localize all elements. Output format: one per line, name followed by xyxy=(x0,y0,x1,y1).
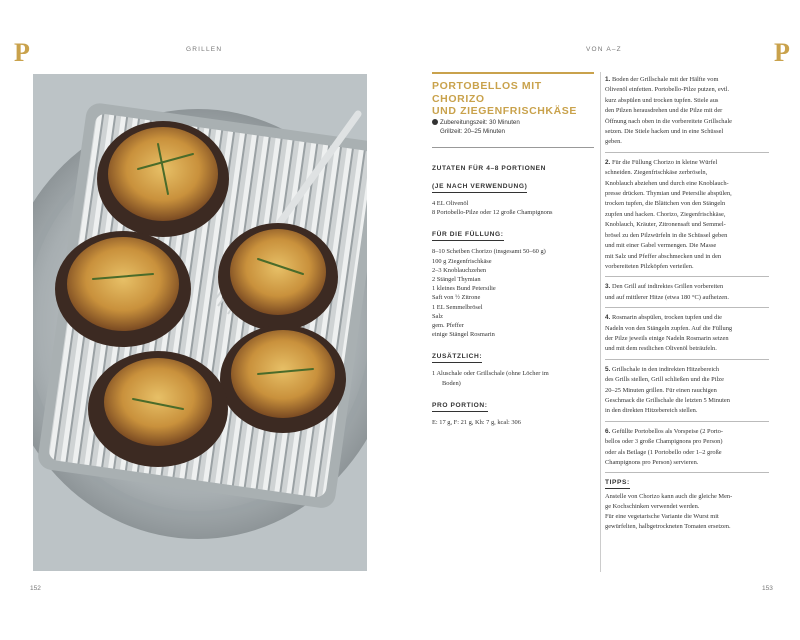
step-line: vorbereiteten Pilzköpfen verteilen. xyxy=(605,262,694,270)
ingredient-item: 8 Portobello-Pilze oder 12 große Champignons xyxy=(432,209,553,217)
step-line: Olivenöl einfetten. Portobello-Pilze putzen, evtl. xyxy=(605,86,730,94)
step-line: Nadeln von den Stängeln zupfen. Auf die Füllung xyxy=(605,324,733,332)
step-line: trocken tupfen, die Blättchen von den Stängeln xyxy=(605,200,726,208)
step-line: Geschmack die Grillschale die letzten 5 Minuten xyxy=(605,396,730,404)
step-number: 3. xyxy=(605,283,611,291)
step-line: und mit einer Gabel vermengen. Die Masse xyxy=(605,242,717,250)
ingredient-item: 4 EL Olivenöl xyxy=(432,200,469,207)
filling-item: 1 kleines Bund Petersilie xyxy=(432,285,496,293)
step-line: in den direkten Hitzebereich stellen. xyxy=(605,407,698,415)
extra-heading: ZUSÄTZLICH: xyxy=(432,352,482,363)
step-line: schneiden. Ziegenfrischkäse zerbröseln, xyxy=(605,169,708,177)
step-line: kurz abspülen und trocken tupfen. Stiele aus xyxy=(605,96,719,104)
filling-item: 2–3 Knoblauchzehen xyxy=(432,266,487,274)
tips-block xyxy=(605,478,769,532)
step-number: 5. xyxy=(605,365,611,373)
step-1 xyxy=(605,75,769,153)
page-number: 153 xyxy=(762,585,773,592)
tip-line: ge Kochschinken verwendet werden. xyxy=(605,503,700,511)
step-line: der Pilze jeweils einige Nadeln Rosmarin setzen xyxy=(605,334,729,342)
extra-item-cont: Boden) xyxy=(442,379,461,387)
step-4 xyxy=(605,313,769,360)
clock-icon xyxy=(432,119,438,125)
step-line: Öffnung nach oben in die vorbereitete Grillschale xyxy=(605,117,732,125)
filling-heading: FÜR DIE FÜLLUNG: xyxy=(432,230,504,241)
recipe-title-block xyxy=(432,72,594,118)
step-3 xyxy=(605,282,769,308)
step-line: brösel zu den Pilzwürfeln in die Schüssel geben xyxy=(605,231,728,239)
step-line: Für die Füllung Chorizo in kleine Würfel xyxy=(611,158,718,166)
page-number: 152 xyxy=(30,585,41,592)
portion-nutrition: E: 17 g, F: 21 g, Kh: 7 g, kcal: 306 xyxy=(432,418,521,426)
step-line: Boden der Grillschale mit der Hälfte vom xyxy=(611,76,719,83)
step-number: 2. xyxy=(605,158,611,166)
tip-line: Anstelle von Chorizo kann auch die gleiche Men- xyxy=(605,493,733,501)
steps-column xyxy=(605,75,769,532)
ingredients-column xyxy=(432,157,594,427)
section-letter: P xyxy=(14,38,30,67)
step-line: Den Grill auf indirektes Grillen vorbereiten xyxy=(611,283,724,291)
grill-time: Grillzeit: 20–25 Minuten xyxy=(440,127,506,135)
step-line: den Pilzen herausdrehen und die Pilze mit der xyxy=(605,107,723,115)
step-line: und mit dem restlichen Olivenöl beträufeln. xyxy=(605,345,717,353)
ingredients-heading-2: (JE NACH VERWENDUNG) xyxy=(432,182,527,193)
step-6 xyxy=(605,427,769,474)
column-divider xyxy=(600,72,601,572)
filling-item: 1 EL Semmelbrösel xyxy=(432,303,483,311)
step-line: mit Salz und Pfeffer abschmecken und in den xyxy=(605,252,722,260)
prep-time: Zubereitungszeit: 30 Minuten xyxy=(440,119,520,126)
step-line: bellos oder 3 große Champignons pro Person) xyxy=(605,438,723,446)
step-line: zupfen und hacken. Chorizo, Ziegenfrischkäse, xyxy=(605,210,726,218)
ingredients-heading: ZUTATEN FÜR 4–8 PORTIONEN xyxy=(432,165,547,172)
step-line: und auf mittlerer Hitze (etwa 180 °C) aufheizen. xyxy=(605,293,729,301)
recipe-title-line-2: UND ZIEGENFRISCHKÄSE xyxy=(432,105,578,117)
step-line: geben. xyxy=(605,138,622,146)
tip-line: gewürfelten, halbgetrockneten Tomaten ersetzen. xyxy=(605,523,731,531)
section-letter: P xyxy=(774,38,790,67)
step-line: Knoblauch, Kräuter, Zitronensaft und Semmel- xyxy=(605,221,726,229)
step-line: presse drücken. Thymian und Petersilie abspülen, xyxy=(605,190,732,198)
step-line: oder als Beilage (1 Portobello oder 1–2 große xyxy=(605,448,722,456)
running-header: VON A–Z xyxy=(586,46,622,53)
time-info xyxy=(432,119,592,136)
running-header: GRILLEN xyxy=(186,46,223,53)
filling-item: 100 g Ziegenfrischkäse xyxy=(432,257,492,265)
step-line: Knoblauch abziehen und durch eine Knoblauch- xyxy=(605,179,729,187)
tips-heading: TIPPS: xyxy=(605,478,630,489)
filling-item: Salz xyxy=(432,312,444,320)
divider xyxy=(432,147,594,148)
stuffed-mushrooms-photo xyxy=(33,74,367,571)
filling-item: gem. Pfeffer xyxy=(432,322,464,330)
step-line: Champignons pro Person) servieren. xyxy=(605,459,699,466)
step-number: 1. xyxy=(605,76,611,83)
step-line: 20–25 Minuten grillen. Für einen rauchigen xyxy=(605,386,717,394)
filling-item: Saft von ½ Zitrone xyxy=(432,294,481,302)
portion-heading: PRO PORTION: xyxy=(432,401,488,412)
step-line: Gefüllte Portobellos als Vorspeise (2 Porto- xyxy=(611,427,724,435)
extra-item: 1 Aluschale oder Grillschale (ohne Löcher im xyxy=(432,370,549,378)
recipe-title-line-1: PORTOBELLOS MIT CHORIZO xyxy=(432,80,542,105)
step-line: des Grills stellen, Grill schließen und die Pilze xyxy=(605,376,724,384)
recipe-photo xyxy=(33,74,367,571)
step-5 xyxy=(605,365,769,422)
step-line: Grillschale in den indirekten Hitzebereich xyxy=(611,365,720,373)
step-number: 4. xyxy=(605,314,611,322)
step-line: setzen. Die Stiele hacken und in eine Schüssel xyxy=(605,128,724,136)
step-number: 6. xyxy=(605,427,611,435)
filling-item: einige Stängel Rosmarin xyxy=(432,331,495,339)
filling-item: 8–10 Scheiben Chorizo (insgesamt 50–60 g) xyxy=(432,248,546,256)
filling-item: 2 Stängel Thymian xyxy=(432,276,481,284)
tip-line: Für eine vegetarische Variante die Wurst mit xyxy=(605,513,719,521)
right-page xyxy=(400,0,800,640)
step-line: Rosmarin abspülen, trocken tupfen und die xyxy=(611,314,722,322)
step-2 xyxy=(605,158,769,277)
